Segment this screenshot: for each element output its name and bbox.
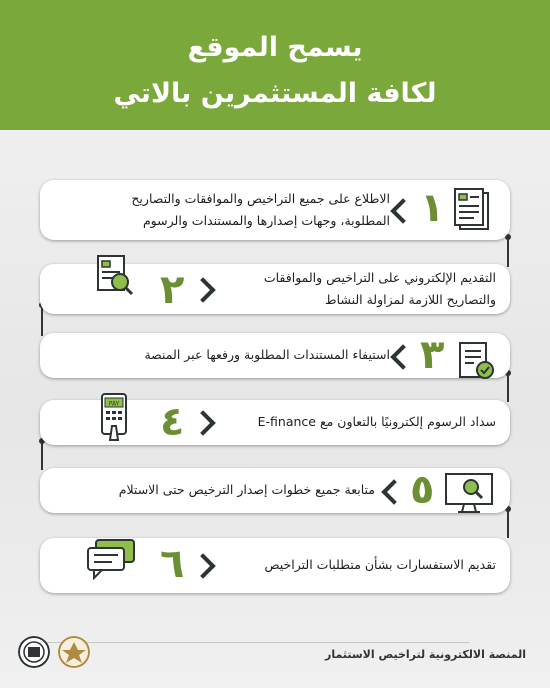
mobile-pay-icon — [94, 392, 134, 442]
step-2-chevron — [190, 277, 215, 302]
step-6-line-1: تقديم الاستفسارات بشأن متطلبات التراخيص — [264, 557, 496, 572]
monitor-search-icon — [444, 472, 496, 516]
step-3-chevron — [390, 344, 415, 369]
step-6-number: ٦ — [160, 541, 185, 587]
step-5-line-1: متابعة جميع خطوات إصدار الترخيص حتى الاستلام — [118, 482, 375, 497]
step-2-number: ٢ — [160, 267, 185, 313]
step-card-5 — [40, 468, 510, 513]
step-card-6 — [40, 538, 510, 593]
step-5-text — [119, 479, 375, 501]
title-line-2: لكافة المستثمرين بالاتي — [113, 78, 437, 109]
step-card-1 — [40, 180, 510, 240]
step-1-line-1: الاطلاع على جميع التراخيص والموافقات والتصاريح — [131, 191, 390, 206]
step-card-4 — [40, 400, 510, 445]
document-search-icon — [92, 252, 136, 298]
step-6-chevron — [190, 553, 215, 578]
connector — [507, 508, 509, 538]
step-1-text — [131, 188, 390, 232]
step-3-number: ٣ — [420, 332, 445, 378]
step-5-number: ٥ — [410, 467, 435, 513]
step-2-line-2: والتصاريح اللازمة لمزاولة النشاط — [325, 292, 496, 307]
step-card-3 — [40, 333, 510, 378]
step-5-chevron — [381, 479, 406, 504]
step-1-number: ١ — [420, 185, 445, 231]
footer-platform-name: المنصة الالكترونية لتراخيص الاستثمار — [325, 648, 526, 661]
chat-bubble-icon — [86, 538, 138, 580]
step-1-line-2: المطلوبة، وجهات إصدارها والمستندات والرسوم — [142, 213, 390, 228]
connector — [41, 440, 43, 470]
connector — [507, 372, 509, 402]
svg-text:PAY: PAY — [108, 400, 120, 408]
connector — [507, 237, 509, 267]
step-3-line-1: استيفاء المستندات المطلوبة ورفعها عبر المنصة — [144, 347, 390, 362]
title-line-1: يسمح الموقع — [187, 32, 363, 63]
ministry-seal-logo — [18, 636, 50, 668]
step-4-line-1: سداد الرسوم إلكترونيًا بالتعاون مع E-finance — [257, 414, 496, 429]
step-2-line-1: التقديم الإلكتروني على التراخيص والموافقات — [263, 270, 496, 285]
document-checklist-icon — [452, 187, 492, 233]
step-card-2 — [40, 264, 510, 314]
step-6-text — [264, 554, 496, 576]
eagle-emblem-logo — [58, 636, 90, 668]
step-4-number: ٤ — [160, 399, 185, 445]
step-4-chevron — [190, 410, 215, 435]
step-2-text — [264, 267, 496, 311]
header-banner — [0, 0, 550, 130]
step-4-text — [258, 411, 496, 433]
step-3-text — [144, 344, 390, 366]
document-approved-icon — [456, 339, 496, 383]
step-1-chevron — [390, 198, 415, 223]
